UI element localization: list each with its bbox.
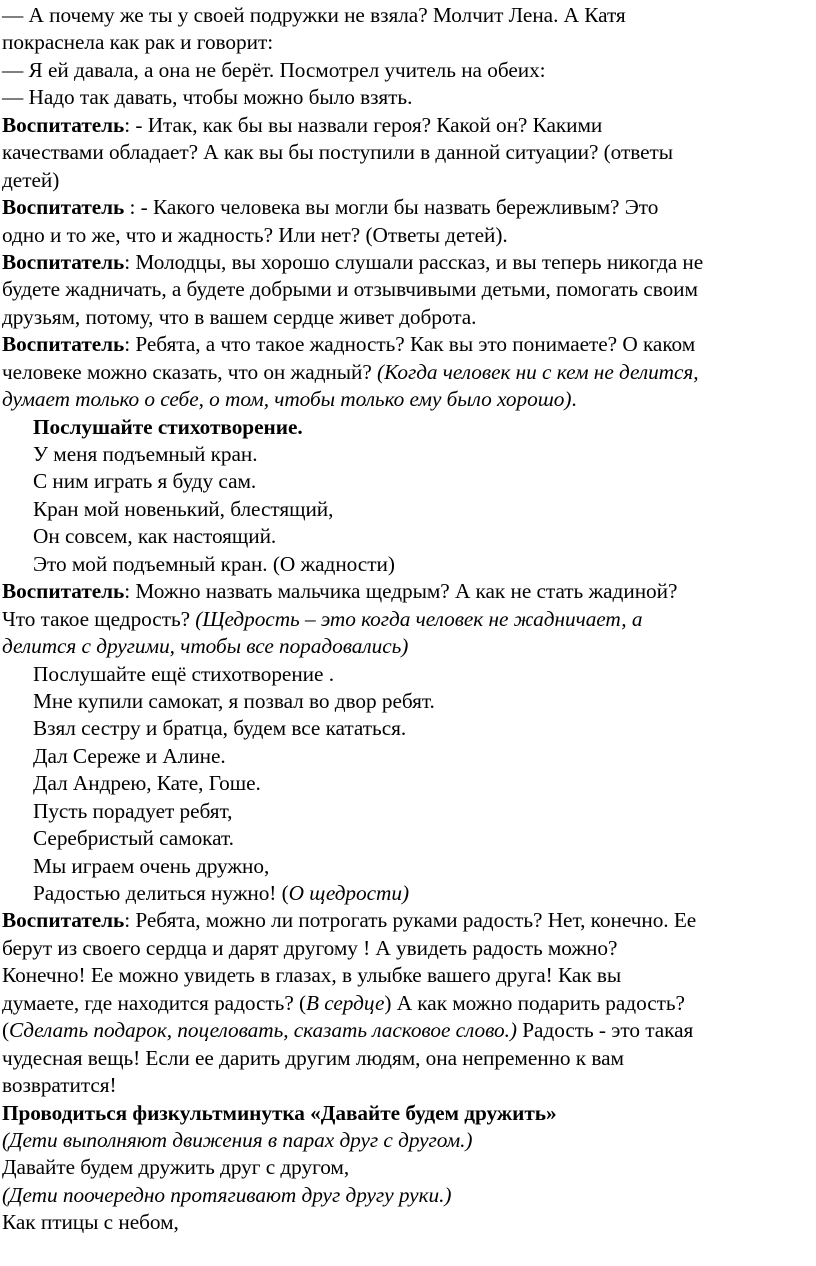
poem-line <box>2 880 816 907</box>
italic-note: (Щедрость – это когда человек не жадничает, а <box>195 606 643 631</box>
text-line: — А почему же ты у своей подружки не взяла? Молчит Лена. А Катя <box>2 3 626 27</box>
paragraph-text: ( <box>2 1018 10 1043</box>
speaker-label: Воспитатель <box>2 908 125 933</box>
poem-title-text: Послушайте стихотворение. <box>33 414 303 439</box>
paragraph-text: : Молодцы, вы хорошо слушали рассказ, и вы теперь никогда не <box>124 249 704 274</box>
italic-note: (Дети выполняют движения в парах друг с другом.) <box>2 1127 473 1152</box>
italic-note: В сердце <box>306 990 385 1015</box>
text-line: покраснела как рак и говорит: <box>2 30 274 55</box>
paragraph-text: Что такое щедрость? <box>2 606 196 631</box>
speaker-label: Воспитатель <box>2 579 125 604</box>
speaker-label: Воспитатель <box>2 249 125 274</box>
paragraph-line <box>2 112 816 139</box>
paragraph-text: : - Какого человека вы могли бы назвать бережливым? Это <box>124 195 659 220</box>
poem-title <box>2 414 816 441</box>
paragraph-line <box>2 1017 816 1044</box>
paragraph-line <box>2 606 816 633</box>
paragraph-text: : Можно назвать мальчика щедрым? А как не стать жадиной? <box>124 579 678 604</box>
paragraph-text: : Ребята, а что такое жадность? Как вы это понимаете? О каком <box>124 332 696 357</box>
paragraph-line: будете жадничать, а будете добрыми и отзывчивыми детьми, помогать своим <box>2 277 698 302</box>
italic-note: делится с другими, чтобы все порадовались) <box>2 634 409 659</box>
paragraph-line: качествами обладает? А как вы бы поступили в данной ситуации? (ответы <box>2 140 674 165</box>
paragraph-text: . <box>571 387 577 412</box>
paragraph-line <box>2 331 816 358</box>
poem-line: С ним играть я буду сам. <box>33 469 257 494</box>
paragraph-line <box>2 578 816 605</box>
poem-line: Кран мой новенький, блестящий, <box>33 496 334 521</box>
stage-direction <box>2 1127 816 1154</box>
section-heading-text: Проводиться физкультминутка «Давайте будем дружить» <box>2 1100 557 1125</box>
poem-line: Взял сестру и братца, будем все кататься. <box>33 716 407 741</box>
paragraph-line: Конечно! Ее можно увидеть в глазах, в улыбке вашего друга! Как вы <box>2 963 622 988</box>
poem-line: Мы играем очень дружно, <box>33 853 270 878</box>
speaker-label: Воспитатель <box>2 112 125 137</box>
section-heading <box>2 1100 816 1127</box>
stage-direction <box>2 1182 816 1209</box>
paragraph-line <box>2 633 816 660</box>
paragraph-line <box>2 990 816 1017</box>
paragraph-line <box>2 194 816 221</box>
paragraph-text: думаете, где находится радость? ( <box>2 990 307 1015</box>
poem-title: Послушайте ещё стихотворение . <box>33 661 334 686</box>
paragraph-text: Радость - это такая <box>516 1018 694 1043</box>
poem-line: Дал Сереже и Алине. <box>33 743 226 768</box>
poem-line: У меня подъемный кран. <box>33 442 258 466</box>
poem-line: Он совсем, как настоящий. <box>33 524 277 549</box>
speaker-label: Воспитатель <box>2 332 125 357</box>
paragraph-line: друзьям, потому, что в вашем сердце живет доброта. <box>2 304 477 329</box>
text-line: — Надо так давать, чтобы можно было взять. <box>2 85 413 110</box>
poem-line: Дал Андрею, Кате, Гоше. <box>33 771 261 796</box>
paragraph-line <box>2 249 816 276</box>
exercise-line: Давайте будем дружить друг с другом, <box>2 1155 350 1180</box>
paragraph-line: чудесная вещь! Если ее дарить другим людям, она непременно к вам <box>2 1045 624 1070</box>
paragraph-line: одно и то же, что и жадность? Или нет? (Ответы детей). <box>2 222 508 247</box>
poem-line: Это мой подъемный кран. (О жадности) <box>33 551 395 576</box>
speaker-label: Воспитатель <box>2 195 125 220</box>
poem-line: Мне купили самокат, я позвал во двор ребят. <box>33 688 435 713</box>
paragraph-line <box>2 386 816 413</box>
text-line: — Я ей давала, а она не берёт. Посмотрел учитель на обеих: <box>2 57 546 82</box>
paragraph-line <box>2 907 816 934</box>
paragraph-line <box>2 359 816 386</box>
italic-note: думает только о себе, о том, чтобы только ему было хорошо) <box>2 387 572 412</box>
exercise-line: Как птицы с небом, <box>2 1210 179 1235</box>
italic-note: (Дети поочередно протягивают друг другу руки.) <box>2 1182 452 1207</box>
poem-line: Серебристый самокат. <box>33 826 234 851</box>
paragraph-text: человеке можно сказать, что он жадный? <box>2 359 378 384</box>
italic-note: (Когда человек ни с кем не делится, <box>377 359 699 384</box>
paragraph-line: возвратится! <box>2 1073 117 1098</box>
paragraph-text: ) А как можно подарить радость? <box>384 990 685 1015</box>
poem-line: Пусть порадует ребят, <box>33 798 233 823</box>
italic-note: Сделать подарок, поцеловать, сказать ласковое слово.) <box>9 1018 517 1043</box>
paragraph-text: : Ребята, можно ли потрогать руками радость? Нет, конечно. Ее <box>124 908 697 933</box>
paragraph-text: : - Итак, как бы вы назвали героя? Какой он? Какими <box>124 112 603 137</box>
paragraph-line: берут из своего сердца и дарят другому ! А увидеть радость можно? <box>2 935 618 960</box>
italic-note: О щедрости) <box>288 881 409 905</box>
poem-text: Радостью делиться нужно! ( <box>33 881 289 905</box>
paragraph-line: детей) <box>2 167 60 192</box>
